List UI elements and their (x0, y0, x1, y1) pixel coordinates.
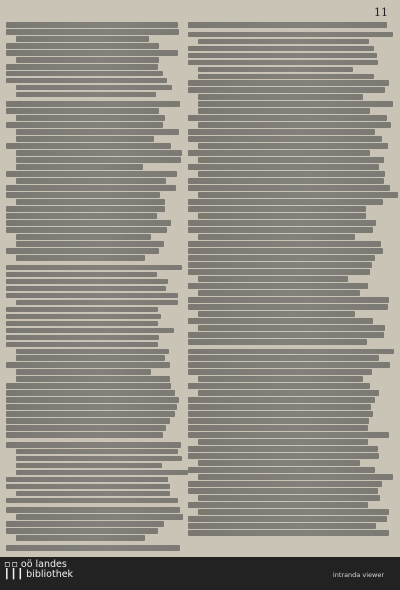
text-line (6, 484, 170, 490)
text-line (198, 192, 398, 198)
text-line (198, 439, 368, 445)
text-line (6, 171, 177, 177)
text-line (6, 108, 159, 114)
text-line (6, 528, 158, 534)
text-line (188, 318, 373, 324)
text-line (6, 411, 175, 417)
logo-line-2: bibliothek (26, 569, 74, 580)
text-line (198, 290, 360, 296)
text-line (188, 502, 368, 508)
text-line (198, 39, 369, 45)
text-line (6, 265, 182, 271)
text-line (188, 262, 372, 268)
text-line (188, 355, 379, 361)
text-line (188, 227, 373, 233)
text-line (188, 432, 389, 438)
text-line (188, 530, 389, 536)
text-line (188, 269, 370, 275)
text-line (198, 509, 389, 515)
text-line (16, 355, 165, 361)
text-line (188, 332, 384, 338)
text-line (188, 32, 393, 38)
text-line (16, 349, 169, 355)
text-line (188, 383, 370, 389)
text-line (188, 362, 390, 368)
left-column (6, 22, 182, 552)
logo-line-1: oö landes (20, 559, 67, 570)
text-line (188, 304, 388, 310)
text-line (198, 474, 393, 480)
text-line (188, 404, 371, 410)
text-line (6, 101, 180, 107)
text-line (6, 78, 167, 84)
text-line (16, 369, 151, 375)
text-line (6, 321, 158, 327)
text-line (198, 67, 353, 73)
text-line (6, 432, 163, 438)
text-line (16, 463, 162, 469)
text-line (6, 307, 158, 313)
text-line (198, 495, 380, 501)
text-line (6, 390, 175, 396)
text-line (16, 514, 183, 520)
text-line (6, 272, 157, 278)
text-line (16, 57, 159, 63)
text-line (6, 64, 158, 70)
viewer-footer (0, 557, 400, 590)
text-line (188, 199, 383, 205)
text-line (188, 453, 379, 459)
text-line (198, 460, 360, 466)
text-line (6, 22, 178, 28)
text-line (6, 362, 170, 368)
text-line (6, 507, 180, 513)
text-line (6, 442, 181, 448)
text-line (188, 425, 368, 431)
text-line (188, 241, 381, 247)
text-line (188, 418, 369, 424)
page-number: 11 (374, 6, 388, 19)
text-line (16, 178, 166, 184)
text-line (6, 71, 163, 77)
text-line (6, 206, 165, 212)
library-logo[interactable] (4, 560, 73, 580)
text-line (16, 115, 165, 121)
text-line (6, 397, 179, 403)
text-line (16, 449, 178, 455)
text-line (198, 108, 370, 114)
text-line (188, 397, 375, 403)
text-line (188, 349, 394, 355)
text-line (198, 325, 385, 331)
text-line (198, 234, 355, 240)
text-line (16, 136, 154, 142)
text-line (6, 477, 168, 483)
text-line (6, 545, 180, 551)
text-line (198, 311, 355, 317)
text-line (6, 220, 171, 226)
text-line (188, 523, 376, 529)
text-line (188, 87, 385, 93)
text-line (6, 29, 179, 35)
text-line (188, 488, 378, 494)
text-line (188, 255, 375, 261)
text-line (6, 342, 158, 348)
text-line (188, 248, 383, 254)
text-line (16, 376, 170, 382)
text-line (188, 60, 378, 66)
text-line (188, 178, 384, 184)
text-line (6, 314, 161, 320)
text-line (16, 85, 172, 91)
text-line (188, 185, 390, 191)
text-line (16, 157, 181, 163)
text-line (6, 227, 167, 233)
text-line (188, 220, 376, 226)
text-line (6, 185, 176, 191)
text-line (6, 425, 166, 431)
text-line (6, 213, 157, 219)
text-line (6, 404, 177, 410)
text-line (6, 335, 159, 341)
text-line (6, 383, 171, 389)
text-line (6, 293, 178, 299)
text-line (198, 157, 384, 163)
text-line (198, 101, 393, 107)
text-line (188, 283, 368, 289)
text-line (188, 136, 382, 142)
text-line (198, 276, 348, 282)
text-line (16, 491, 170, 497)
text-line (198, 94, 363, 100)
logo-mark-icon: ▫▫ (4, 559, 19, 570)
text-line (6, 50, 178, 56)
text-line (6, 521, 164, 527)
text-line (6, 143, 171, 149)
text-line (16, 241, 164, 247)
text-line (188, 206, 366, 212)
text-line (16, 92, 156, 98)
text-line (16, 129, 179, 135)
text-line (198, 390, 379, 396)
text-line (188, 22, 387, 28)
text-line (16, 234, 151, 240)
text-line (188, 80, 389, 86)
text-line (6, 498, 178, 504)
text-line (188, 411, 373, 417)
text-line (6, 248, 159, 254)
text-line (16, 164, 143, 170)
text-line (198, 376, 363, 382)
text-line (16, 199, 165, 205)
viewer-label[interactable]: intranda viewer (332, 571, 384, 579)
text-line (198, 213, 366, 219)
text-line (16, 470, 188, 476)
text-line (188, 446, 378, 452)
text-line (16, 535, 145, 541)
text-line (188, 164, 379, 170)
right-column (188, 22, 394, 552)
text-line (188, 516, 387, 522)
text-line (16, 36, 149, 42)
text-line (16, 300, 178, 306)
text-line (188, 129, 375, 135)
text-line (6, 418, 170, 424)
text-line (188, 46, 374, 52)
text-line (16, 150, 182, 156)
text-line (6, 192, 160, 198)
text-line (6, 279, 168, 285)
text-line (188, 53, 377, 59)
text-line (188, 481, 382, 487)
text-line (188, 150, 370, 156)
text-line (188, 467, 375, 473)
text-line (198, 74, 374, 80)
text-line (16, 456, 182, 462)
text-line (188, 297, 389, 303)
text-line (188, 115, 387, 121)
logo-bars-icon: ┃┃┃ (4, 569, 25, 580)
text-line (188, 369, 372, 375)
text-line (198, 171, 385, 177)
text-line (6, 43, 159, 49)
text-line (6, 286, 166, 292)
text-line (6, 122, 163, 128)
text-line (198, 122, 391, 128)
text-line (6, 328, 174, 334)
text-line (188, 339, 367, 345)
text-line (198, 143, 388, 149)
text-line (16, 255, 145, 261)
